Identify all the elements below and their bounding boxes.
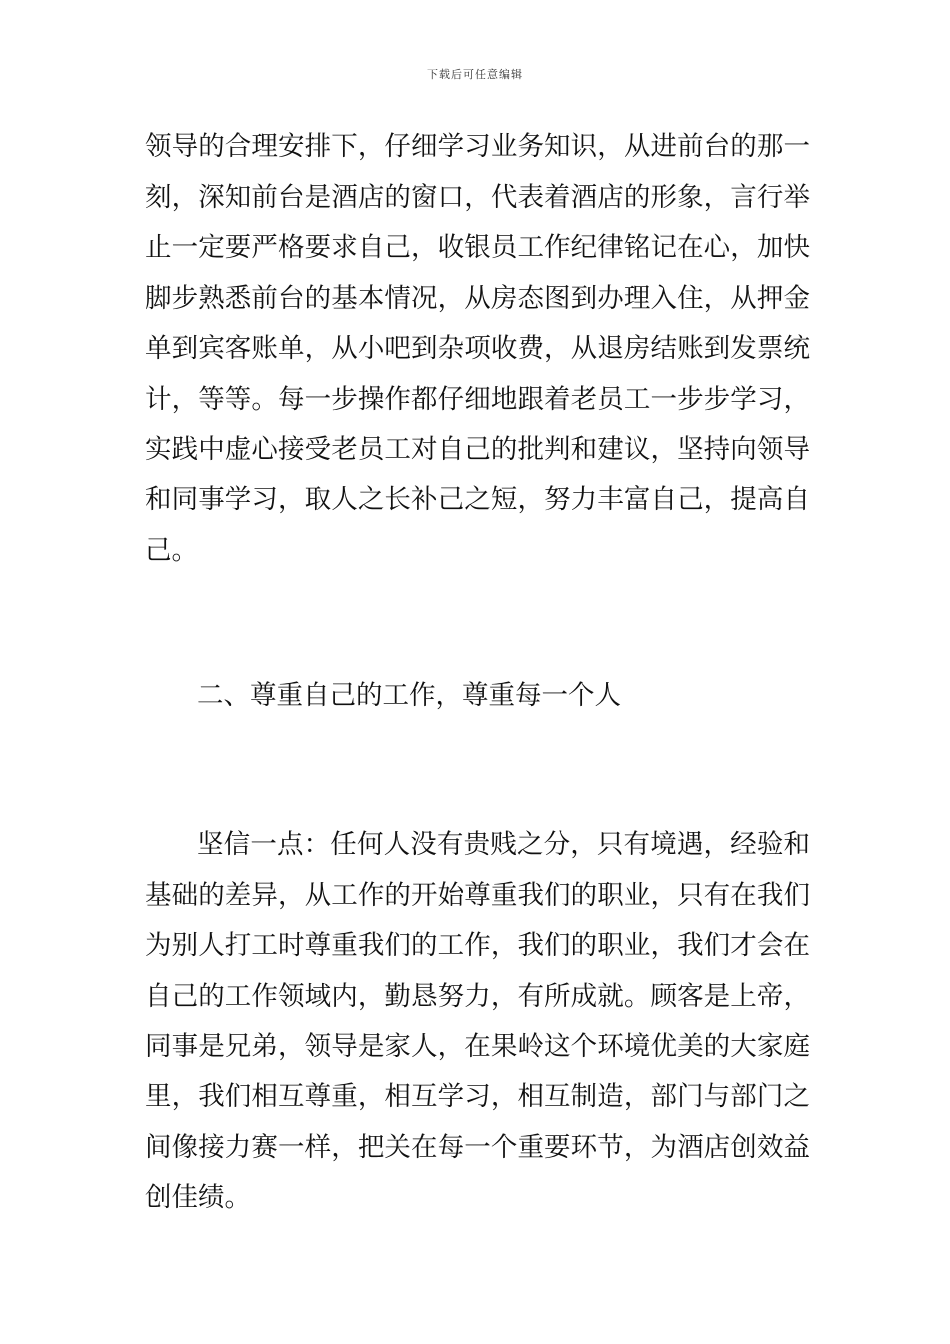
paragraph-line: 计，等等。每一步操作都仔细地跟着老员工一步步学习，	[145, 384, 810, 415]
section-heading: 二、尊重自己的工作，尊重每一个人	[197, 680, 621, 711]
paragraph-line: 脚步熟悉前台的基本情况，从房态图到办理入住，从押金	[145, 283, 810, 314]
paragraph-line: 实践中虚心接受老员工对自己的批判和建议，坚持向领导	[145, 434, 810, 465]
paragraph-line: 和同事学习，取人之长补己之短，努力丰富自己，提高自	[145, 484, 810, 515]
paragraph-line: 同事是兄弟，领导是家人，在果岭这个环境优美的大家庭	[145, 1031, 810, 1062]
paragraph-line: 自己的工作领域内，勤恳努力，有所成就。顾客是上帝，	[145, 981, 810, 1012]
paragraph-line: 间像接力赛一样，把关在每一个重要环节，为酒店创效益	[145, 1132, 810, 1163]
paragraph-line: 为别人打工时尊重我们的工作，我们的职业，我们才会在	[145, 930, 810, 961]
paragraph-line: 坚信一点：任何人没有贵贱之分，只有境遇，经验和	[197, 829, 810, 860]
header-note: 下载后可任意编辑	[427, 68, 523, 81]
paragraph-line: 单到宾客账单，从小吧到杂项收费，从退房结账到发票统	[145, 333, 810, 364]
paragraph-line: 己。	[145, 535, 198, 566]
paragraph-line: 里，我们相互尊重，相互学习，相互制造，部门与部门之	[145, 1081, 810, 1112]
paragraph-line: 领导的合理安排下，仔细学习业务知识，从进前台的那一	[145, 131, 810, 162]
paragraph-line: 创佳绩。	[145, 1182, 251, 1213]
paragraph-line: 止一定要严格要求自己，收银员工作纪律铭记在心，加快	[145, 232, 810, 263]
paragraph-line: 基础的差异，从工作的开始尊重我们的职业，只有在我们	[145, 880, 810, 911]
paragraph-line: 刻，深知前台是酒店的窗口，代表着酒店的形象，言行举	[145, 182, 810, 213]
